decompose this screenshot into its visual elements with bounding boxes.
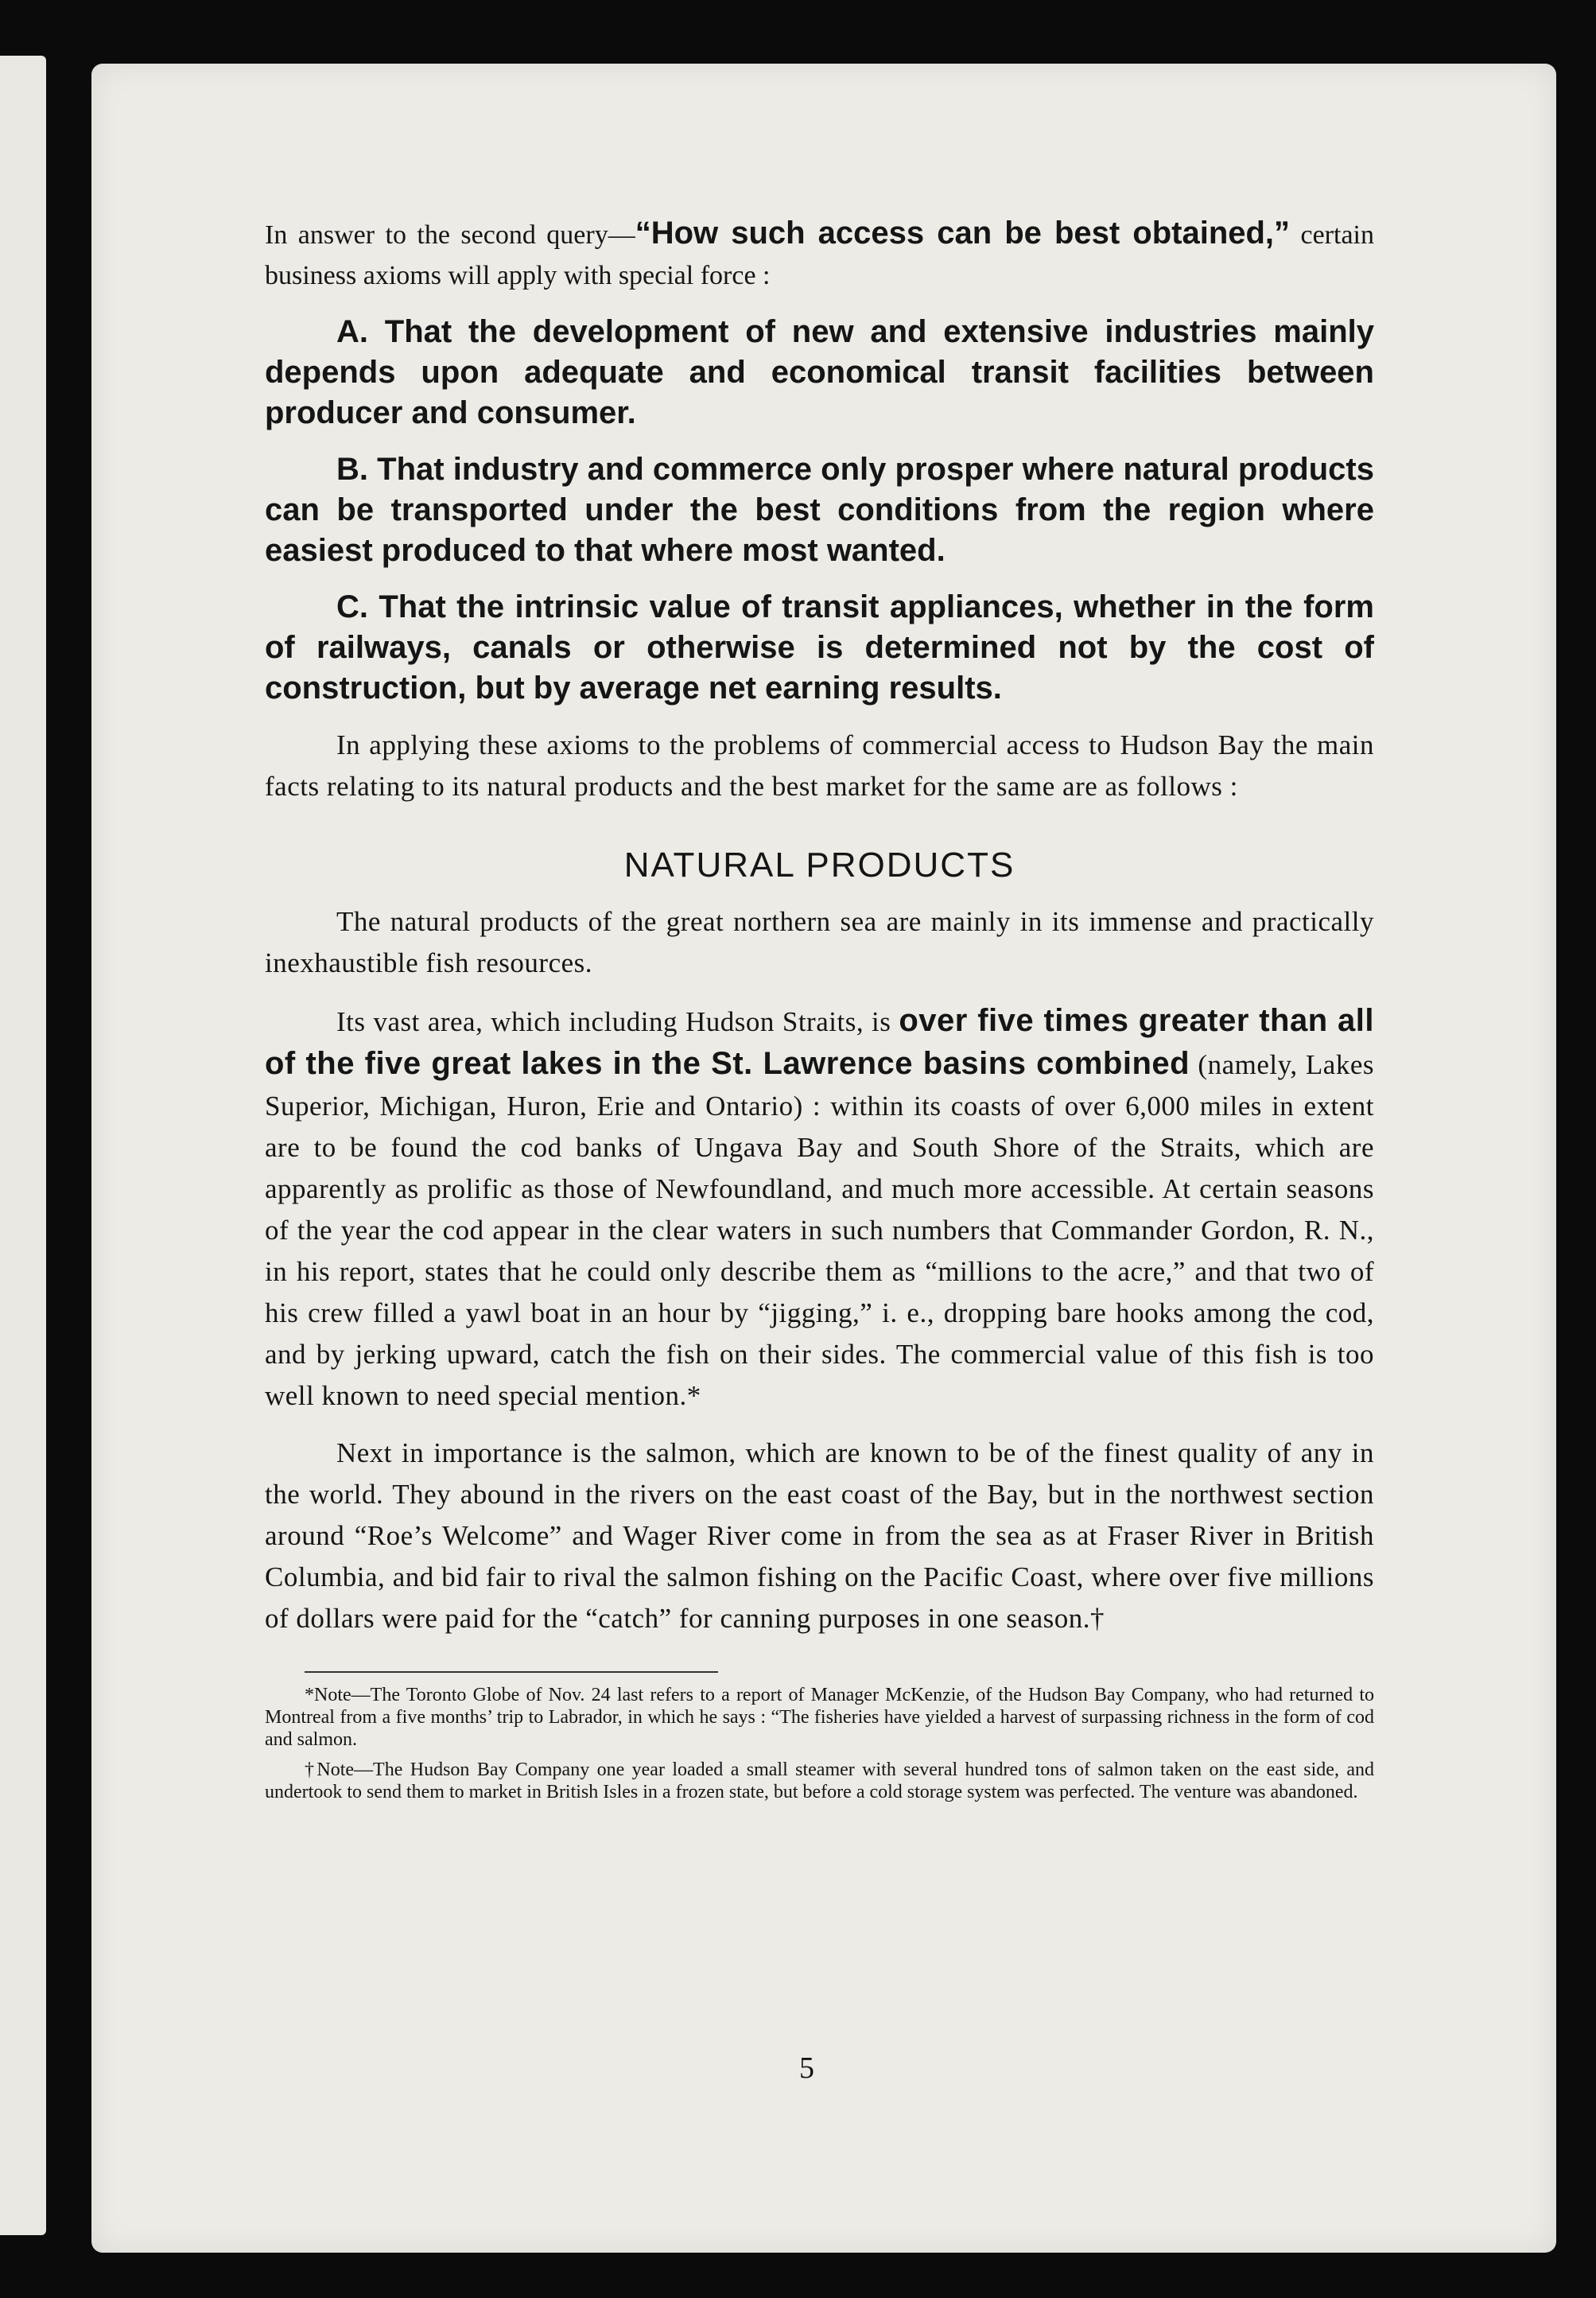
intro-question: “How such access can be best obtained,” <box>635 216 1291 251</box>
vast-area-paragraph <box>265 1000 1374 1417</box>
footnote-divider <box>305 1671 718 1673</box>
page-number: 5 <box>799 2051 814 2085</box>
area-tail: (namely, Lakes Superior, Michigan, Huron, Erie and Ontario) : within its coasts of over 6,000 miles in extent are to be found the cod banks of Ungava Bay and South Shore of the Straits, which are apparently as prolific as those of Newfoundland, and much more accessible. At certain seasons of the year the cod appear in the clear waters in such numbers that Commander Gordon, R. N., in his report, states that he could only describe them as “millions to the acre,” and that two of his crew filled a yawl boat in an hour by “jigging,” i. e., dropping bare hooks among the cod, and by jerking upward, catch the fish on their sides. The commercial value of this fish is too well known to need special mention.* <box>265 1049 1374 1411</box>
adjacent-page-edge <box>0 56 46 2235</box>
area-lead: Its vast area, which including Hudson Straits, is <box>336 1006 899 1037</box>
footnote-2: †Note—The Hudson Bay Company one year loaded a small steamer with several hundred tons of salmon taken on the east side, and undertook to send them to market in British Isles in a frozen state, but before a cold storage system was perfected. The venture was abandoned. <box>265 1759 1374 1802</box>
axiom-c: C. That the intrinsic value of transit appliances, whether in the form of railways, canals or otherwise is determined not by the cost of construction, but by average net earning results. <box>265 589 1374 706</box>
section-heading: NATURAL PRODUCTS <box>623 846 1015 885</box>
intro-lead: In answer to the second query— <box>265 220 635 250</box>
axiom-b: B. That industry and commerce only prosper where natural products can be transported under the best conditions from the region where easiest produced to that where most wanted. <box>265 452 1374 568</box>
area-emphasis: over five times greater than all of the five great lakes in the St. Lawrence basins combined <box>265 1003 1374 1081</box>
intro-tail: certain business axioms will apply with special force : <box>265 220 1374 290</box>
natural-products-paragraph: The natural products of the great northern sea are mainly in its immense and practically inexhaustible fish resources. <box>265 906 1374 978</box>
page-content <box>265 213 1374 1811</box>
applying-paragraph: In applying these axioms to the problems of commercial access to Hudson Bay the main facts relating to its natural products and the best market for the same are as follows : <box>265 729 1374 802</box>
intro-paragraph <box>265 213 1374 296</box>
salmon-paragraph: Next in importance is the salmon, which are known to be of the finest quality of any in the world. They abound in the rivers on the east coast of the Bay, but in the northwest section around “Roe’s Welcome” and Wager River come in from the sea as at Fraser River in British Columbia, and bid fair to rival the salmon fishing on the Pacific Coast, where over five millions of dollars were paid for the “catch” for canning purposes in one season.† <box>265 1437 1374 1634</box>
footnote-1: *Note—The Toronto Globe of Nov. 24 last refers to a report of Manager McKenzie, of the Hudson Bay Company, who had returned to Montreal from a five months’ trip to Labrador, in which he says : “The fisheries have yielded a harvest of surpassing richness in the form of cod and salmon. <box>265 1685 1374 1750</box>
axiom-a: A. That the development of new and extensive industries mainly depends upon adequate and economical transit facilities between producer and consumer. <box>265 314 1374 430</box>
